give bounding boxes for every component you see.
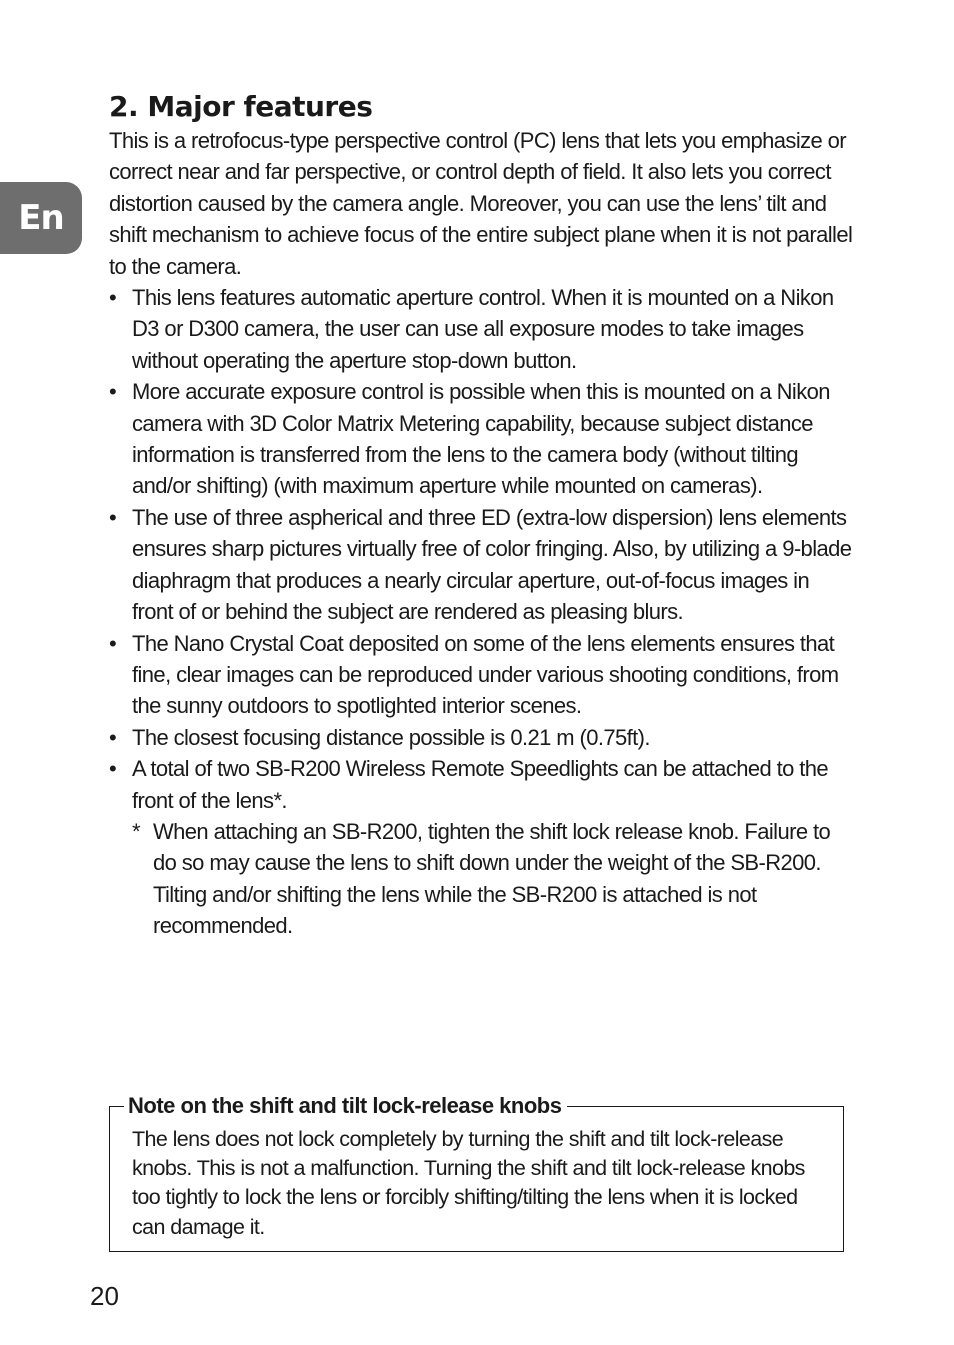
list-item — [109, 376, 854, 502]
feature-list — [109, 282, 854, 942]
bullet-symbol: • — [109, 285, 117, 311]
list-item — [109, 502, 854, 628]
language-tab — [0, 182, 82, 254]
bullet-symbol: • — [109, 379, 117, 405]
list-item-text: The Nano Crystal Coat deposited on some of the lens elements ensures that fine, clear images can be reproduced under various shooting conditions, from the sunny outdoors to spotlighted interior scenes. — [132, 630, 839, 719]
footnote-text: When attaching an SB-R200, tighten the shift lock release knob. Failure to do so may cause the lens to shift down under the weight of the SB-R200. Tilting and/or shifting the lens while the SB-R200 is attached is not recommended. — [153, 818, 831, 939]
list-item-text: The use of three aspherical and three ED (extra-low dispersion) lens elements ensures sharp pictures virtually free of color fringing. Also, by utilizing a 9-blade diaphragm that produces a nearly circular aperture, out-of-focus images in front of or behind the subject are rendered as pleasing blurs. — [132, 504, 852, 625]
bullet-symbol: • — [109, 724, 117, 750]
list-item-text: A total of two SB-R200 Wireless Remote Speedlights can be attached to the front of the lens*. — [132, 756, 829, 813]
section-body — [109, 125, 854, 942]
language-tab-label: En — [18, 198, 64, 238]
footnote — [132, 816, 854, 942]
bullet-symbol: • — [109, 630, 117, 656]
section-heading: 2. Major features — [109, 90, 373, 123]
list-item-text: The closest focusing distance possible is 0.21 m (0.75ft). — [132, 724, 650, 750]
list-item-text: This lens features automatic aperture control. When it is mounted on a Nikon D3 or D300 camera, the user can use all exposure modes to take images without operating the aperture stop-down button. — [132, 285, 834, 373]
bullet-symbol: • — [109, 504, 117, 530]
intro-paragraph: This is a retrofocus-type perspective control (PC) lens that lets you emphasize or correct near and far perspective, or control depth of field. It also lets you correct distortion caused by the camera angle. Moreover, you can use the lens’ tilt and shift mechanism to achieve focus of the entire subject plane when it is not parallel to the camera. — [109, 128, 853, 279]
note-title: Note on the shift and tilt lock-release knobs — [124, 1092, 567, 1120]
list-item — [109, 753, 854, 941]
bullet-symbol: • — [109, 756, 117, 782]
list-item — [109, 722, 854, 753]
note-box — [109, 1093, 844, 1252]
list-item — [109, 628, 854, 722]
note-text: The lens does not lock completely by turning the shift and tilt lock-release knobs. This is not a malfunction. Turning the shift and tilt lock-release knobs too tightly to lock the lens or forcibly shifting/tilting the lens when it is locked can damage it. — [132, 1127, 805, 1239]
page-number: 20 — [90, 1281, 119, 1311]
list-item — [109, 282, 854, 376]
footnote-symbol: * — [132, 818, 140, 844]
list-item-text: More accurate exposure control is possible when this is mounted on a Nikon camera with 3D Color Matrix Metering capability, because subject distance information is transferred from the lens to the camera body (without tilting and/or shifting) (with maximum aperture while mounted on cameras). — [132, 379, 830, 499]
